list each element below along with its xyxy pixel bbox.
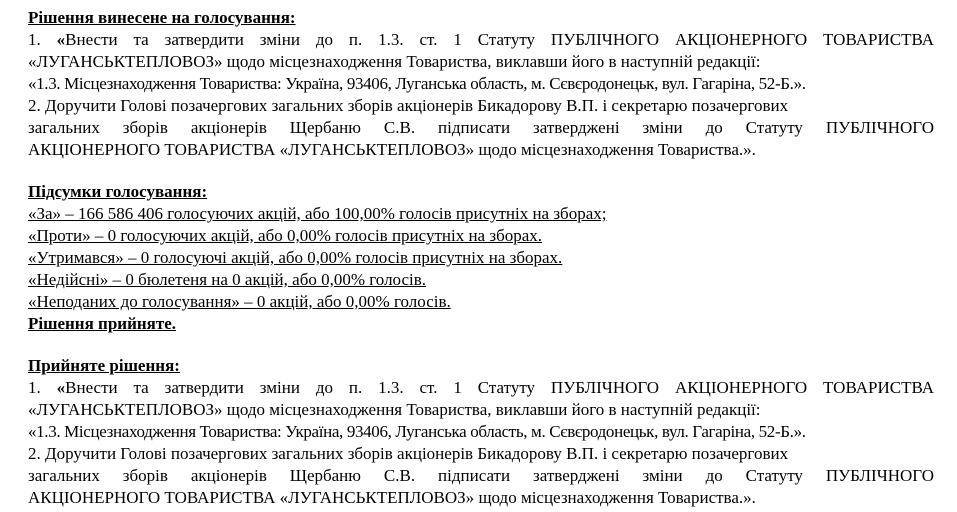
paragraph-line — [28, 117, 934, 139]
paragraph-line — [28, 377, 934, 399]
company-name: «ЛУГАНСЬКТЕПЛОВОЗ» — [28, 52, 223, 71]
paragraph-line — [28, 51, 934, 73]
paragraph-text: Внести та затвердити зміни до п. 1.3. ст. 1 Статуту — [65, 378, 551, 397]
company-name: «ЛУГАНСЬКТЕПЛОВОЗ» — [28, 400, 223, 419]
paragraph-line — [28, 465, 934, 487]
paragraph-line — [28, 29, 934, 51]
paragraph-text: 2. Доручити Голові позачергових загальних зборів акціонерів Бикадорову В.П. і секретарю позачергових — [28, 96, 789, 115]
company-name: ПУБЛІЧНОГО — [825, 118, 934, 137]
paragraph-text: щодо місцезнаходження Товариства.». — [474, 488, 756, 507]
heading-text: Підсумки голосування: — [28, 182, 208, 201]
result-not-submitted — [28, 291, 934, 313]
paragraph-text: «1.3. Місцезнаходження Товариства: Україна, 93406, Луганська область, м. Сєвєродонецьк, вул. Гагаріна, 52-Б.». — [28, 74, 806, 93]
item-number: 1. — [28, 378, 57, 397]
company-name: АКЦІОНЕРНОГО ТОВАРИСТВА «ЛУГАНСЬКТЕПЛОВОЗ» — [28, 140, 475, 159]
section-heading-adopted-decision — [28, 355, 934, 377]
paragraph-text: щодо місцезнаходження Товариства.». — [474, 140, 756, 159]
quote-mark: « — [56, 30, 66, 49]
result-text: «Недійсні» – 0 бюлетеня на 0 акцій, або 0,00% голосів. — [28, 270, 427, 289]
result-text: «За» – 166 586 406 голосуючих акцій, або 100,00% голосів присутніх на зборах; — [28, 204, 607, 223]
paragraph-text: загальних зборів акціонерів Щербаню С.В. підписати затверджені зміни до Статуту — [28, 118, 826, 137]
result-text: «Проти» – 0 голосуючих акцій, або 0,00% голосів присутніх на зборах. — [28, 226, 543, 245]
paragraph-text: загальних зборів акціонерів Щербаню С.В. підписати затверджені зміни до Статуту — [28, 466, 826, 485]
company-name: ПУБЛІЧНОГО АКЦІОНЕРНОГО ТОВАРИСТВА — [550, 30, 934, 49]
paragraph-text: Внести та затвердити зміни до п. 1.3. ст. 1 Статуту — [65, 30, 551, 49]
quote-mark: « — [56, 378, 66, 397]
paragraph-text: «1.3. Місцезнаходження Товариства: Україна, 93406, Луганська область, м. Сєвєродонецьк, вул. Гагаріна, 52-Б.». — [28, 422, 806, 441]
paragraph-line — [28, 421, 934, 443]
item-number: 1. — [28, 30, 57, 49]
decision-status — [28, 313, 934, 335]
result-abstained — [28, 247, 934, 269]
heading-text: Рішення винесене на голосування: — [28, 8, 296, 27]
paragraph-line — [28, 399, 934, 421]
company-name: АКЦІОНЕРНОГО ТОВАРИСТВА «ЛУГАНСЬКТЕПЛОВОЗ» — [28, 488, 475, 507]
paragraph-line — [28, 95, 934, 117]
paragraph-text: щодо місцезнаходження Товариства, виклавши його в наступній редакції: — [222, 52, 761, 71]
paragraph-line — [28, 443, 934, 465]
heading-text: Прийняте рішення: — [28, 356, 180, 375]
section-heading-vote-decision — [28, 7, 934, 29]
result-text: «Неподаних до голосування» – 0 акцій, або 0,00% голосів. — [28, 292, 451, 311]
paragraph-text: 2. Доручити Голові позачергових загальних зборів акціонерів Бикадорову В.П. і секретарю позачергових — [28, 444, 789, 463]
result-for — [28, 203, 934, 225]
company-name: ПУБЛІЧНОГО — [825, 466, 934, 485]
result-invalid — [28, 269, 934, 291]
section-heading-results — [28, 181, 934, 203]
result-against — [28, 225, 934, 247]
paragraph-text: щодо місцезнаходження Товариства, виклавши його в наступній редакції: — [222, 400, 761, 419]
paragraph-line — [28, 73, 934, 95]
paragraph-line — [28, 139, 934, 161]
company-name: ПУБЛІЧНОГО АКЦІОНЕРНОГО ТОВАРИСТВА — [550, 378, 934, 397]
decision-text: Рішення прийняте. — [28, 314, 177, 333]
paragraph-line — [28, 487, 934, 509]
result-text: «Утримався» – 0 голосуючі акцій, або 0,00% голосів присутніх на зборах. — [28, 248, 563, 267]
